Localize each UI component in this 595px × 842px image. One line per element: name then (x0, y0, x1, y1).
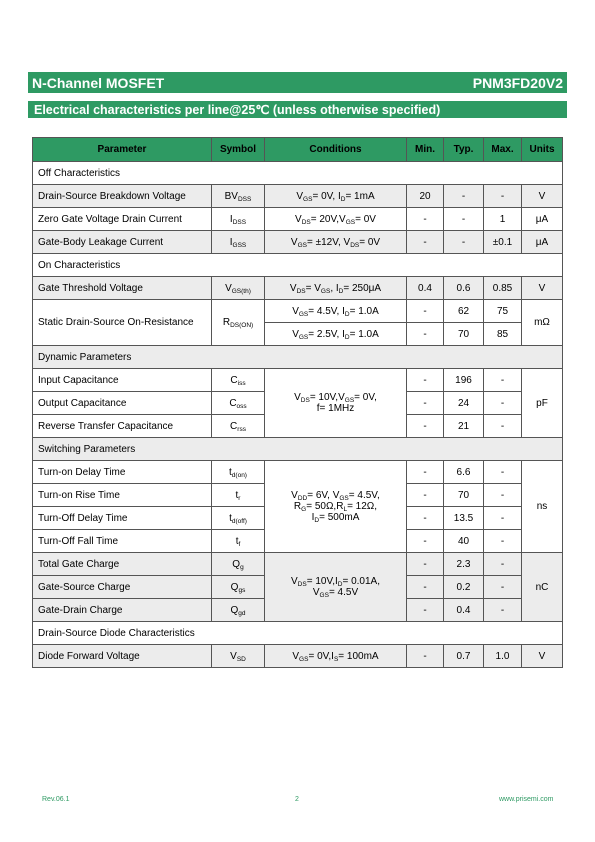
min-cell: - (407, 484, 444, 507)
table-header-row (33, 138, 563, 162)
condition-subscript: DS (301, 218, 311, 226)
typ-cell: 70 (444, 484, 484, 507)
max-cell: - (484, 599, 522, 622)
typ-cell: 13.5 (444, 507, 484, 530)
param-cell: Static Drain-Source On-Resistance (33, 300, 212, 346)
section-label: On Characteristics (33, 254, 563, 277)
max-cell: - (484, 576, 522, 599)
section-row (33, 254, 563, 277)
symbol-subscript: DSS (232, 218, 247, 226)
condition-subscript: D (337, 581, 343, 588)
min-cell: - (407, 300, 444, 323)
max-cell: - (484, 369, 522, 392)
unit-cell: V (522, 185, 563, 208)
condition-subscript: GS (344, 397, 355, 404)
typ-cell: 0.7 (444, 645, 484, 668)
max-cell: - (484, 461, 522, 484)
max-cell: - (484, 553, 522, 576)
typ-cell: 70 (444, 323, 484, 346)
max-cell: - (484, 392, 522, 415)
param-cell: Total Gate Charge (33, 553, 212, 576)
max-cell: - (484, 415, 522, 438)
symbol-cell: $I_{DSS}$ (212, 208, 265, 231)
condition-cell: $V_{GS}= 4.5V$, $I_D= 1.0A$ (265, 300, 407, 323)
param-cell: Zero Gate Voltage Drain Current (33, 208, 212, 231)
min-cell: - (407, 415, 444, 438)
condition-cell (265, 553, 407, 622)
condition-line: $I_D= 500mA$ (311, 512, 360, 524)
symbol-subscript: GS(th) (231, 287, 251, 295)
max-cell: 1.0 (484, 645, 522, 668)
symbol-cell: $V_{SD}$ (212, 645, 265, 668)
min-cell: - (407, 323, 444, 346)
header-bar (28, 72, 567, 93)
param-cell: Input Capacitance (33, 369, 212, 392)
unit-cell: V (522, 645, 563, 668)
col-header: Symbol (212, 138, 265, 162)
param-cell: Turn-Off Delay Time (33, 507, 212, 530)
symbol-subscript: SD (236, 655, 246, 663)
table-row (33, 208, 563, 231)
symbol-subscript: DSS (237, 195, 252, 203)
condition-cell: $V_{DS}= 20V,V_{GS}= 0V$ (265, 208, 407, 231)
max-cell: 85 (484, 323, 522, 346)
col-header: Min. (407, 138, 444, 162)
max-cell: - (484, 530, 522, 553)
unit-cell: μA (522, 208, 563, 231)
max-cell: - (484, 484, 522, 507)
condition-line: $V_{DS}= 10V,V_{GS}= 0V$, (294, 392, 377, 404)
table-row (33, 231, 563, 254)
symbol-cell: $R_{DS(ON)}$ (212, 300, 265, 346)
table-row (33, 369, 563, 392)
min-cell: - (407, 599, 444, 622)
typ-cell: 196 (444, 369, 484, 392)
product-type: N-Channel MOSFET (32, 74, 165, 91)
condition-line: f= 1MHz (316, 403, 355, 414)
symbol-subscript: d(on) (231, 471, 247, 479)
symbol-subscript: rss (237, 425, 246, 433)
table-row (33, 645, 563, 668)
symbol-cell: $C_{rss}$ (212, 415, 265, 438)
typ-cell: 21 (444, 415, 484, 438)
col-header: Max. (484, 138, 522, 162)
condition-subscript: G (301, 506, 307, 513)
table-row (33, 300, 563, 323)
min-cell: - (407, 645, 444, 668)
typ-cell: - (444, 208, 484, 231)
param-cell: Turn-on Delay Time (33, 461, 212, 484)
typ-cell: 0.4 (444, 599, 484, 622)
max-cell: 75 (484, 300, 522, 323)
condition-cell: $V_{GS}= \pm 12V$, $V_{DS}= 0V$ (265, 231, 407, 254)
symbol-cell: $Q_{gd}$ (212, 599, 265, 622)
typ-cell: 0.2 (444, 576, 484, 599)
min-cell: - (407, 576, 444, 599)
typ-cell: 6.6 (444, 461, 484, 484)
condition-subscript: DS (296, 287, 306, 295)
symbol-subscript: d(off) (231, 517, 247, 525)
min-cell: - (407, 231, 444, 254)
symbol-cell: $t_{d(off)}$ (212, 507, 265, 530)
param-cell: Gate-Body Leakage Current (33, 231, 212, 254)
min-cell: - (407, 208, 444, 231)
condition-line: $V_{DD}= 6V$, $V_{GS}= 4.5V$, (291, 490, 380, 502)
col-header: Units (522, 138, 563, 162)
param-cell: Gate-Source Charge (33, 576, 212, 599)
min-cell: - (407, 392, 444, 415)
electrical-characteristics-table (32, 137, 563, 668)
condition-subscript: GS (319, 592, 329, 599)
symbol-cell: $Q_{gs}$ (212, 576, 265, 599)
typ-cell: - (444, 185, 484, 208)
section-label: Off Characteristics (33, 162, 563, 185)
symbol-subscript: r (238, 494, 241, 502)
min-cell: - (407, 530, 444, 553)
symbol-cell: $C_{oss}$ (212, 392, 265, 415)
condition-subscript: D (340, 195, 346, 203)
condition-subscript: DS (297, 581, 307, 588)
website-link[interactable]: www.prisemi.com (499, 796, 554, 803)
min-cell: - (407, 553, 444, 576)
typ-cell: 40 (444, 530, 484, 553)
part-number: PNM3FD20V2 (472, 74, 563, 91)
table-row (33, 461, 563, 484)
condition-subscript: GS (339, 495, 349, 502)
condition-subscript: D (344, 310, 350, 318)
section-label: Switching Parameters (33, 438, 563, 461)
unit-cell: μA (522, 231, 563, 254)
symbol-cell: $t_{d(on)}$ (212, 461, 265, 484)
condition-line: $V_{DS}= 10V,I_D= 0.01A$, (291, 576, 380, 588)
param-cell: Reverse Transfer Capacitance (33, 415, 212, 438)
param-cell: Diode Forward Voltage (33, 645, 212, 668)
condition-subscript: GS (298, 333, 309, 341)
symbol-subscript: GSS (232, 241, 247, 249)
max-cell: ±0.1 (484, 231, 522, 254)
param-cell: Output Capacitance (33, 392, 212, 415)
symbol-subscript: iss (237, 379, 246, 387)
section-row (33, 622, 563, 645)
symbol-cell: $t_f$ (212, 530, 265, 553)
symbol-subscript: g (240, 563, 244, 571)
condition-subscript: D (338, 287, 344, 295)
min-cell: - (407, 369, 444, 392)
condition-subscript: DS (350, 241, 360, 249)
condition-cell (265, 461, 407, 553)
page-number: 2 (295, 796, 299, 803)
param-cell: Turn-Off Fall Time (33, 530, 212, 553)
min-cell: 0.4 (407, 277, 444, 300)
unit-cell: pF (522, 369, 563, 438)
symbol-cell: $V_{GS(th)}$ (212, 277, 265, 300)
condition-line: $R_G= 50\Omega,R_L= 12\Omega$, (293, 501, 378, 513)
condition-line: $V_{GS}= 4.5V$ (312, 587, 359, 599)
condition-cell: $V_{GS}= 2.5V$, $I_D= 1.0A$ (265, 323, 407, 346)
max-cell: - (484, 507, 522, 530)
typ-cell: 2.3 (444, 553, 484, 576)
symbol-subscript: oss (236, 402, 247, 410)
condition-subscript: GS (303, 195, 313, 203)
condition-subscript: GS (345, 218, 356, 226)
unit-cell: V (522, 277, 563, 300)
condition-subscript: D (314, 517, 320, 524)
condition-subscript: GS (299, 655, 309, 663)
typ-cell: 0.6 (444, 277, 484, 300)
symbol-cell: $Q_g$ (212, 553, 265, 576)
symbol-subscript: gs (238, 586, 246, 594)
min-cell: - (407, 461, 444, 484)
typ-cell: 24 (444, 392, 484, 415)
max-cell: - (484, 185, 522, 208)
unit-cell: mΩ (522, 300, 563, 346)
min-cell: 20 (407, 185, 444, 208)
condition-cell: $V_{GS}= 0V,I_S= 100mA$ (265, 645, 407, 668)
condition-subscript: GS (298, 310, 309, 318)
condition-subscript: D (344, 333, 350, 341)
symbol-subscript: f (238, 540, 241, 548)
section-title (28, 101, 567, 118)
symbol-cell: $I_{GSS}$ (212, 231, 265, 254)
col-header: Conditions (265, 138, 407, 162)
section-row (33, 162, 563, 185)
condition-subscript: L (343, 506, 348, 513)
condition-subscript: DS (300, 397, 310, 404)
param-cell: Gate Threshold Voltage (33, 277, 212, 300)
symbol-cell: $BV_{DSS}$ (212, 185, 265, 208)
symbol-cell: $C_{iss}$ (212, 369, 265, 392)
section-title-text: Electrical characteristics per line@25℃ (unless otherwise specified) (34, 103, 441, 117)
condition-subscript: DD (297, 495, 308, 502)
table-row (33, 553, 563, 576)
condition-cell (265, 369, 407, 438)
symbol-subscript: gd (238, 609, 246, 617)
col-header: Parameter (33, 138, 212, 162)
unit-cell: ns (522, 461, 563, 553)
section-row (33, 438, 563, 461)
param-cell: Gate-Drain Charge (33, 599, 212, 622)
symbol-cell: $t_r$ (212, 484, 265, 507)
min-cell: - (407, 507, 444, 530)
max-cell: 0.85 (484, 277, 522, 300)
param-cell: Drain-Source Breakdown Voltage (33, 185, 212, 208)
table-row (33, 277, 563, 300)
condition-subscript: S (333, 655, 339, 663)
typ-cell: - (444, 231, 484, 254)
section-label: Dynamic Parameters (33, 346, 563, 369)
section-row (33, 346, 563, 369)
section-label: Drain-Source Diode Characteristics (33, 622, 563, 645)
max-cell: 1 (484, 208, 522, 231)
typ-cell: 62 (444, 300, 484, 323)
param-cell: Turn-on Rise Time (33, 484, 212, 507)
condition-subscript: GS (297, 241, 307, 249)
condition-cell: $V_{DS}= V_{GS}$, $I_D= 250\mu A$ (265, 277, 407, 300)
condition-cell: $V_{GS}= 0V$, $I_D= 1mA$ (265, 185, 407, 208)
condition-subscript: GS (320, 287, 331, 295)
revision-label: Rev.06.1 (42, 796, 70, 803)
unit-cell: nC (522, 553, 563, 622)
table-row (33, 185, 563, 208)
col-header: Typ. (444, 138, 484, 162)
symbol-subscript: DS(ON) (230, 322, 254, 329)
